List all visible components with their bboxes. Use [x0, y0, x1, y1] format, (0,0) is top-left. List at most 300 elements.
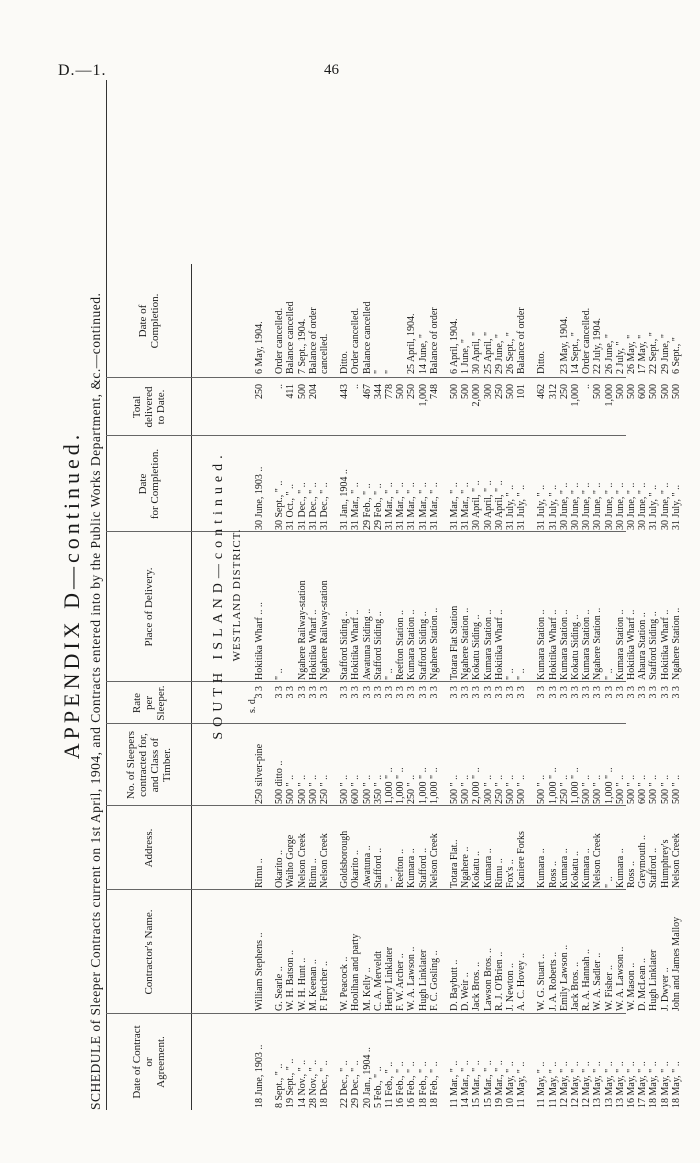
table-row [483, 80, 494, 1110]
total-delivered: 500 [626, 384, 637, 399]
table-row [384, 80, 395, 1110]
rate-per-sleeper: 3 3 [592, 686, 604, 699]
date-of-completion: Order cancelled. [581, 307, 593, 374]
date-for-completion: 31 July, " .. [536, 484, 548, 530]
date-for-completion: 30 June, " .. [603, 482, 615, 530]
contractor-name: W. H. Batson .. [285, 949, 297, 1011]
contractor-address: Rimu .. [254, 858, 265, 888]
date-of-completion: 26 May, " [626, 334, 637, 374]
rate-per-sleeper: 3 3 [395, 686, 407, 699]
date-of-completion: 1 June, " [460, 339, 472, 374]
table-row [460, 80, 471, 1110]
date-for-completion: 31 Dec., " .. [319, 482, 330, 530]
sleepers-contracted: 500 " .. [536, 774, 548, 804]
contractor-name: Hoolihan and party [350, 933, 362, 1011]
contractor-name: W. G. Stuart .. [536, 953, 548, 1011]
table-top-rule [106, 80, 107, 1110]
table-row [319, 80, 330, 1110]
contract-date: 11 May, " .. [547, 1061, 559, 1108]
table-row [581, 80, 592, 1110]
date-for-completion: 31 Mar., " .. [449, 482, 460, 530]
contractor-address: Nelson Creek [296, 833, 308, 888]
place-of-delivery: Ngahere Station .. [428, 607, 440, 680]
date-for-completion: 29 Feb., " .. [361, 483, 373, 530]
table-row [406, 80, 417, 1110]
contractor-address: Kumara .. [558, 848, 570, 888]
place-of-delivery: Hokitika Wharf .. [626, 609, 637, 680]
table-row [516, 80, 527, 1110]
contractor-name: John and James Malloy [670, 916, 682, 1011]
total-delivered: 312 [547, 384, 559, 399]
table-row [570, 80, 581, 1110]
contract-date: 16 May, " .. [626, 1061, 637, 1108]
contractor-address: Fox's .. [505, 859, 516, 888]
place-of-delivery: Totara Flat Station [449, 605, 460, 680]
contract-date: 10 May, " .. [505, 1061, 516, 1108]
table-row [637, 80, 648, 1110]
date-for-completion: 31 July, " .. [670, 484, 682, 530]
contract-date: 15 Mar., " .. [482, 1060, 494, 1108]
contract-date: 16 Feb., " .. [395, 1061, 407, 1108]
contractor-name: W. A. Lawson .. [614, 946, 626, 1011]
contract-date: 11 Mar., " .. [449, 1060, 460, 1108]
rate-per-sleeper: 3 3 [505, 686, 516, 699]
sleepers-contracted: 250 " .. [558, 774, 570, 804]
district-heading: WESTLAND DISTRICT. [231, 528, 243, 662]
table-row [548, 80, 559, 1110]
rate-per-sleeper: 3 3 [350, 686, 362, 699]
contractor-address: Awatuna .. [361, 845, 373, 888]
rate-per-sleeper: 3 3 [296, 686, 308, 699]
date-of-completion: Balance of order [428, 307, 440, 374]
contractor-address: " .. [384, 876, 395, 888]
rate-per-sleeper: 3 3 [659, 686, 671, 699]
total-delivered: 443 [339, 384, 351, 399]
rate-per-sleeper: 3 3 [372, 686, 384, 699]
sleepers-contracted: 500 " .. [626, 774, 637, 804]
contractor-address: Greymouth .. [637, 834, 649, 888]
place-of-delivery: Ngahere Railway-station [319, 580, 330, 680]
date-for-completion: 30 April, " .. [482, 480, 494, 530]
total-delivered: 344 [372, 384, 384, 399]
contract-date: 29 Dec., " .. [350, 1060, 362, 1108]
contractor-name: J. Newton .. [505, 962, 516, 1011]
rate-per-sleeper: 3 3 [449, 686, 460, 699]
total-delivered: 467 [361, 384, 373, 399]
place-of-delivery: Hokitika Wharf .. [307, 609, 319, 680]
date-for-completion: 30 April, " .. [471, 480, 483, 530]
contract-date: 20 Jan., 1904 .. [361, 1047, 373, 1108]
col-header-address: Address. [106, 806, 192, 890]
rate-per-sleeper: 3 3 [319, 686, 330, 699]
table-row [308, 80, 319, 1110]
rate-per-sleeper: 3 3 [547, 686, 559, 699]
total-delivered: .. [581, 384, 593, 389]
total-delivered: 300 [482, 384, 494, 399]
contractor-name: W. A. Lawson .. [406, 946, 418, 1011]
contractor-address: Okarito .. [274, 849, 286, 888]
sleepers-contracted: 500 " .. [307, 774, 319, 804]
rate-per-sleeper: 3 3 [536, 686, 548, 699]
table-row [559, 80, 570, 1110]
table-row [254, 80, 265, 1110]
date-of-completion: 2 July, " [614, 341, 626, 374]
contractor-address: Ross .. [626, 861, 637, 888]
date-of-completion: 29 June, " [493, 334, 505, 374]
table-row [395, 80, 406, 1110]
sleepers-contracted: 350 " .. [372, 774, 384, 804]
rate-per-sleeper: 3 3 [274, 686, 286, 699]
date-for-completion: 31 Jan., 1904 .. [339, 469, 351, 530]
contractor-name: F. W. Archer .. [395, 953, 407, 1011]
contractor-name: W. Fisher .. [603, 964, 615, 1011]
date-of-completion: Balance of order [307, 307, 319, 374]
place-of-delivery: " .. [516, 668, 528, 680]
total-delivered: 250 [493, 384, 505, 399]
contractor-address: Rimu .. [307, 858, 319, 888]
contract-date: 19 Sept., " .. [285, 1058, 297, 1108]
date-of-completion: 26 June, " [603, 334, 615, 374]
place-of-delivery: Kumara Station .. [482, 609, 494, 680]
sleepers-contracted: 500 " .. [516, 774, 528, 804]
contract-date: 18 Dec., " .. [319, 1060, 330, 1108]
date-of-completion: Balance cancelled [361, 301, 373, 374]
col-header-contractor: Contractor's Name. [106, 890, 192, 1014]
table-row [449, 80, 460, 1110]
contractor-address: Okarito .. [350, 849, 362, 888]
contractor-name: D. Baybutt .. [449, 959, 460, 1011]
place-of-delivery: Stafford Siding .. [417, 611, 429, 680]
place-of-delivery: Stafford Siding .. [648, 611, 660, 680]
contract-date: 19 Mar., " .. [493, 1060, 505, 1108]
table-row [536, 80, 547, 1110]
contractor-address: Nelson Creek [592, 833, 604, 888]
sleepers-contracted: 500 ditto .. [274, 760, 286, 804]
contract-date: 12 May, " .. [581, 1061, 593, 1108]
place-of-delivery: Hokitika Wharf .. [547, 609, 559, 680]
table-row [285, 80, 296, 1110]
total-delivered: 500 [614, 384, 626, 399]
rate-per-sleeper: 3 3 [384, 686, 395, 699]
total-delivered: 500 [592, 384, 604, 399]
sleepers-contracted: 1,000 " .. [603, 767, 615, 804]
contract-date: 18 May, " .. [659, 1061, 671, 1108]
rate-per-sleeper: 3 3 [460, 686, 472, 699]
date-for-completion: 31 Mar., " .. [406, 482, 418, 530]
table-row [274, 80, 285, 1110]
sleepers-contracted: 500 " .. [296, 774, 308, 804]
place-of-delivery: Reefton Station .. [395, 610, 407, 680]
contract-date: 13 May, " .. [614, 1061, 626, 1108]
total-delivered: 500 [395, 384, 407, 399]
date-for-completion: 30 June, " .. [626, 482, 637, 530]
table-row [339, 80, 350, 1110]
place-of-delivery: " .. [274, 668, 286, 680]
contract-date: 12 May, " .. [570, 1061, 581, 1108]
rate-per-sleeper: 3 3 [581, 686, 593, 699]
date-of-completion: Balance of order [516, 307, 528, 374]
contractor-address: Kokatu .. [570, 851, 581, 888]
place-of-delivery: Awatuna Siding .. [361, 608, 373, 680]
col-header-completed: Date of Completion. [106, 264, 192, 378]
sleepers-contracted: 500 " .. [505, 774, 516, 804]
contract-date: 28 Nov., " .. [307, 1059, 319, 1108]
contractor-address: Rimu .. [493, 858, 505, 888]
rate-per-sleeper: 3 3 [570, 686, 581, 699]
place-of-delivery: Stafford Siding .. [372, 611, 384, 680]
date-of-completion: 23 May, 1904. [558, 316, 570, 374]
date-for-completion: 30 June, " .. [570, 482, 581, 530]
contractor-address: Ngahere .. [460, 846, 472, 888]
date-of-completion: Order cancelled. [274, 307, 286, 374]
date-of-completion: 26 Sept., " [505, 332, 516, 374]
contractor-address: Ross .. [547, 861, 559, 888]
date-for-completion: 31 Mar., " .. [428, 482, 440, 530]
sleepers-contracted: 250 " .. [493, 774, 505, 804]
rate-per-sleeper: 3 3 [637, 686, 649, 699]
contract-date: 11 May, " .. [536, 1061, 548, 1108]
sleepers-contracted: 500 " .. [648, 774, 660, 804]
contract-date: 14 Mar., " .. [460, 1060, 472, 1108]
contractor-name: D. McLean .. [637, 957, 649, 1011]
rate-per-sleeper: 3 3 [482, 686, 494, 699]
date-of-completion: 25 April, " [482, 331, 494, 374]
contractor-name: W. Mason .. [626, 962, 637, 1011]
contract-date: 11 May, " .. [516, 1061, 528, 1108]
sleepers-contracted: 500 " .. [339, 774, 351, 804]
sleepers-contracted: 250 silver-pine [254, 743, 265, 804]
contractor-name: D. Weir .. [460, 972, 472, 1011]
total-delivered: 250 [558, 384, 570, 399]
rotated-schedule-sheet [58, 80, 698, 1110]
date-of-completion: 7 Sept., 1904. [296, 318, 308, 374]
contractor-address: Waiho Gorge [285, 834, 297, 888]
contractor-name: W. H. Hunt .. [296, 957, 308, 1011]
contractor-address: " .. [603, 876, 615, 888]
place-of-delivery: Hokitika Wharf .. [350, 609, 362, 680]
contractor-address: Totara Flat.. [449, 839, 460, 888]
sleepers-contracted: 500 " .. [361, 774, 373, 804]
contractor-name: Jack Bros. .. [471, 961, 483, 1011]
rate-units: s. d. [247, 696, 258, 713]
contract-date: 18 Feb., " .. [428, 1061, 440, 1108]
total-delivered: 1,000 [603, 384, 615, 407]
rate-per-sleeper: 3 3 [428, 686, 440, 699]
contractor-name: W. A. Sadler .. [592, 952, 604, 1011]
table-row [362, 80, 373, 1110]
date-for-completion: 31 July, " .. [516, 484, 528, 530]
table-row [592, 80, 603, 1110]
contractor-address: Reefton .. [395, 848, 407, 888]
rate-per-sleeper: 3 3 [361, 686, 373, 699]
date-of-completion: 29 June, " [659, 334, 671, 374]
rate-per-sleeper: 3 3 [307, 686, 319, 699]
col-header-rate: Rate per Sleeper. [106, 682, 192, 724]
sleepers-contracted: 250 " .. [319, 774, 330, 804]
date-of-completion: 14 June, " [417, 334, 429, 374]
date-of-completion: cancelled. [319, 333, 330, 374]
sleepers-contracted: 500 " .. [659, 774, 671, 804]
total-delivered: 500 [648, 384, 660, 399]
contract-date: 8 Sept., " .. [274, 1063, 286, 1108]
total-delivered: 500 [659, 384, 671, 399]
table-row [429, 80, 440, 1110]
total-delivered: 500 [505, 384, 516, 399]
contractor-name: M. Kelly .. [361, 967, 373, 1011]
date-of-completion: Ditto. [339, 350, 351, 374]
sleepers-contracted: 600 " .. [637, 774, 649, 804]
col-header-sleepers: No. of Sleepers contracted for, and Class of Timber. [106, 724, 192, 806]
total-delivered: .. [350, 384, 362, 389]
place-of-delivery: Kokatu Siding .. [471, 614, 483, 680]
date-for-completion: 30 June, 1903 .. [254, 466, 265, 530]
rate-per-sleeper: 3 3 [339, 686, 351, 699]
date-for-completion: 30 June, " .. [659, 482, 671, 530]
rate-per-sleeper: 3 3 [603, 686, 615, 699]
total-delivered: 778 [384, 384, 395, 399]
contractor-address: Nelson Creek [319, 833, 330, 888]
date-for-completion: 31 July, " .. [547, 484, 559, 530]
date-of-completion: 22 July, 1904. [592, 317, 604, 374]
sleepers-contracted: 300 " .. [482, 774, 494, 804]
contractor-address: Stafford .. [417, 847, 429, 888]
page-number: 46 [324, 62, 339, 78]
total-delivered: 500 [460, 384, 472, 399]
contractor-name: C. A. Merveldt [372, 951, 384, 1011]
date-of-completion: 25 April, 1904. [406, 313, 418, 374]
place-of-delivery: Hokitika Wharf .. .. [254, 602, 265, 680]
sleepers-contracted: 1,000 " .. [395, 767, 407, 804]
total-delivered: 462 [536, 384, 548, 399]
date-for-completion: 31 Oct., " .. [285, 483, 297, 530]
sleepers-contracted: 600 " .. [350, 774, 362, 804]
contractor-name: Hugh Linklater [648, 949, 660, 1011]
contractor-address: Kumara .. [406, 848, 418, 888]
rate-per-sleeper: 3 3 [417, 686, 429, 699]
sleepers-contracted: 500 " .. [581, 774, 593, 804]
date-for-completion: 30 June, " .. [581, 482, 593, 530]
place-of-delivery: Stafford Siding .. [339, 611, 351, 680]
document-code: D.—1. [58, 62, 107, 79]
contractor-name: Jack Bros. .. [570, 961, 581, 1011]
contractor-name: R. A. Hannah .. [581, 949, 593, 1011]
contract-date: 18 June, 1903 .. [254, 1044, 265, 1108]
contract-date: 15 Mar., " .. [471, 1060, 483, 1108]
sleepers-contracted: 500 " .. [670, 774, 682, 804]
date-for-completion: 30 June, " .. [558, 482, 570, 530]
place-of-delivery: Ngahere Station .. [592, 607, 604, 680]
date-for-completion: 30 June, " .. [637, 482, 649, 530]
total-delivered: 500 [670, 384, 682, 399]
contract-date: 13 May, " .. [603, 1061, 615, 1108]
sleepers-contracted: 250 " .. [406, 774, 418, 804]
date-of-completion: 17 May, " [637, 334, 649, 374]
rate-per-sleeper: 3 3 [614, 686, 626, 699]
total-delivered: 204 [307, 384, 319, 399]
total-delivered: 748 [428, 384, 440, 399]
table-row [660, 80, 671, 1110]
date-of-completion: Ditto. [536, 350, 548, 374]
sleepers-contracted: 500 " .. [614, 774, 626, 804]
table-row [350, 80, 361, 1110]
rate-per-sleeper: 3 3 [648, 686, 660, 699]
contractor-name: Henry Linklater [384, 946, 395, 1011]
contract-date: 17 May, " .. [637, 1061, 649, 1108]
date-of-completion: 6 April, 1904. [449, 318, 460, 374]
place-of-delivery: Ngahere Station .. [460, 607, 472, 680]
contract-date: 5 Feb., " .. [372, 1066, 384, 1108]
date-for-completion: 31 Mar., " .. [384, 482, 395, 530]
contractor-name: Lawson Bros. .. [482, 947, 494, 1011]
contractor-address: Kumara .. [536, 848, 548, 888]
contract-date: 14 Nov., " .. [296, 1059, 308, 1108]
contractor-name: William Stephens .. [254, 932, 265, 1011]
table-row [604, 80, 615, 1110]
col-header-date: Date of Contract or Agreement. [106, 1014, 192, 1110]
contractor-address: Nelson Creek [428, 833, 440, 888]
rate-per-sleeper: 3 3 [516, 686, 528, 699]
contractor-address: Humphrey's [659, 839, 671, 888]
total-delivered: 1,000 [417, 384, 429, 407]
date-for-completion: 31 Mar., " .. [350, 482, 362, 530]
date-of-completion: 22 Sept., " [648, 332, 660, 374]
date-for-completion: 30 June, " .. [592, 482, 604, 530]
contractor-name: F. C. Gosling .. [428, 950, 440, 1011]
contractor-name: W. Peacock .. [339, 956, 351, 1011]
date-for-completion: 30 Sept., " .. [274, 480, 286, 530]
contractor-address: Nelson Creek [670, 833, 682, 888]
date-of-completion: " [372, 369, 384, 374]
total-delivered: 600 [637, 384, 649, 399]
col-header-place: Place of Delivery. [106, 532, 192, 682]
table-row [626, 80, 637, 1110]
date-for-completion: 30 April, " .. [493, 480, 505, 530]
place-of-delivery: Kumara Station .. [614, 609, 626, 680]
contractor-name: M. Keenan .. [307, 959, 319, 1011]
contractor-address: Kumara .. [482, 848, 494, 888]
contract-date: 12 May, " .. [558, 1061, 570, 1108]
date-for-completion: 29 Feb., " .. [372, 483, 384, 530]
date-for-completion: 30 June, " .. [614, 482, 626, 530]
table-row [471, 80, 482, 1110]
sleepers-contracted: 1,000 " .. [547, 767, 559, 804]
table-row [505, 80, 516, 1110]
total-delivered: 411 [285, 384, 297, 399]
contractor-name: R. J. O'Brien .. [493, 951, 505, 1011]
table-row [418, 80, 429, 1110]
place-of-delivery: Hokitika Wharf .. [659, 609, 671, 680]
place-of-delivery: Kumara Station .. [581, 609, 593, 680]
contract-date: 16 Feb., " .. [406, 1061, 418, 1108]
sleepers-contracted: 500 " .. [460, 774, 472, 804]
rate-per-sleeper: 3 3 [254, 686, 265, 699]
col-header-date-completion: Date for Completion. [106, 436, 192, 532]
date-for-completion: 31 July, " .. [648, 484, 660, 530]
contract-date: 18 May, " .. [648, 1061, 660, 1108]
schedule-subtitle: SCHEDULE of Sleeper Contracts current on 1st April, 1904, and Contracts entered into by the Public Works Department, &c.—continued. [88, 292, 103, 1110]
sleepers-contracted: 2,000 " .. [471, 767, 483, 804]
contract-date: 13 May, " .. [592, 1061, 604, 1108]
date-of-completion: Balance cancelled [285, 301, 297, 374]
total-delivered: 101 [516, 384, 528, 399]
contractor-address: Kumara .. [581, 848, 593, 888]
contractor-address: Goldsborough [339, 830, 351, 888]
date-of-completion: 6 Sept., " [670, 337, 682, 374]
contractor-name: G. Searle .. [274, 966, 286, 1011]
contractor-name: J. Dwyer .. [659, 967, 671, 1011]
place-of-delivery: " .. [603, 668, 615, 680]
date-for-completion: 31 Mar., " .. [395, 482, 407, 530]
